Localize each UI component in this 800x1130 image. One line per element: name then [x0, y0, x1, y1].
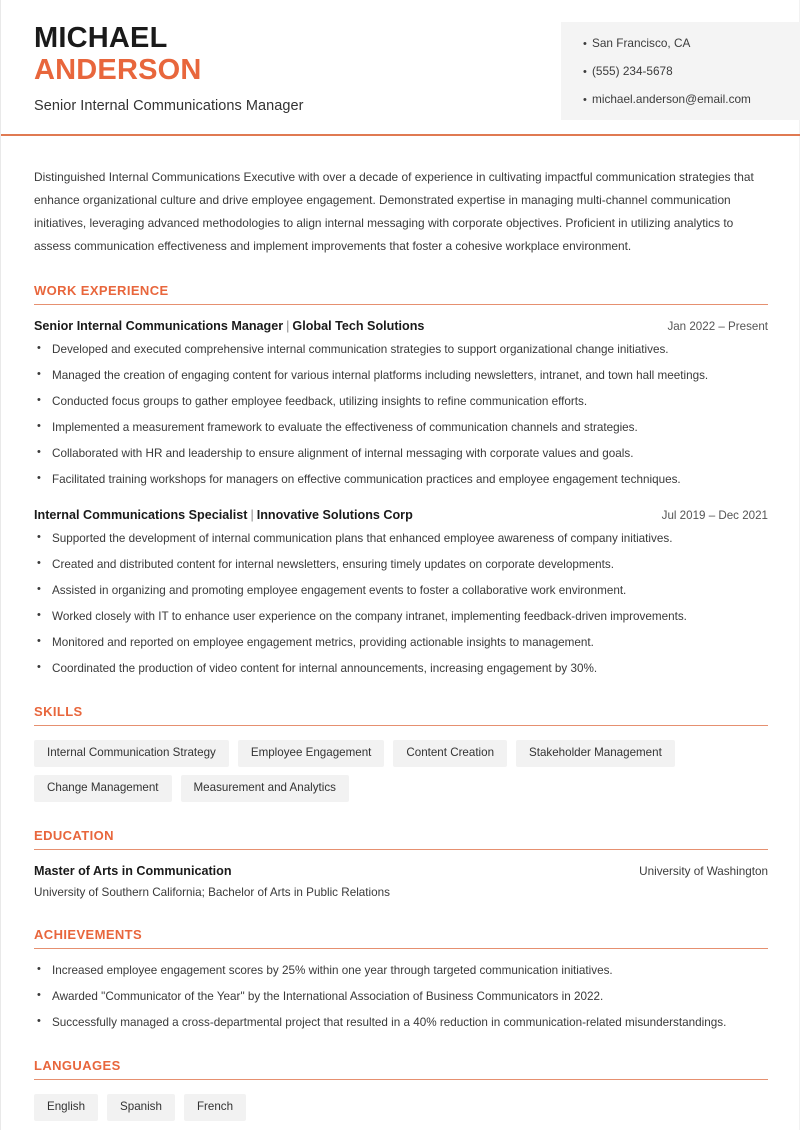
first-name: MICHAEL — [34, 22, 168, 54]
experience-bullets — [34, 342, 768, 489]
education-degree: Master of Arts in Communication — [34, 863, 232, 878]
experience-title-company — [34, 508, 413, 522]
resume-page — [1, 0, 800, 1130]
contact-phone-value: (555) 234-5678 — [592, 64, 673, 79]
last-name: ANDERSON — [34, 54, 202, 87]
section-education — [34, 828, 768, 901]
experience-title-company — [34, 319, 424, 333]
header-divider — [1, 134, 800, 136]
skill-tag: Internal Communication Strategy — [34, 740, 229, 767]
achievements-list — [34, 963, 768, 1032]
bullet-item: • Collaborated with HR and leadership to ensure alignment of internal messaging with corporate values and goals. — [34, 446, 768, 463]
bullet-item: • Increased employee engagement scores by 25% within one year through targeted communication initiatives. — [34, 963, 768, 980]
experience-entry — [34, 508, 768, 678]
skill-tag: Change Management — [34, 775, 172, 802]
experience-company: Innovative Solutions Corp — [256, 508, 413, 523]
section-title-languages: LANGUAGES — [34, 1057, 121, 1073]
section-divider — [34, 849, 768, 850]
experience-role: Senior Internal Communications Manager — [34, 319, 284, 334]
language-tag: Spanish — [107, 1094, 175, 1121]
education-entry — [34, 864, 768, 901]
language-tag: French — [184, 1094, 246, 1121]
bullet-item: • Implemented a measurement framework to evaluate the effectiveness of communication channels and strategies. — [34, 420, 768, 437]
bullet-item: • Monitored and reported on employee engagement metrics, providing actionable insights to management. — [34, 635, 768, 652]
contact-location — [583, 36, 800, 50]
bullet-item: • Developed and executed comprehensive internal communication strategies to support organizational change initiatives. — [34, 342, 768, 359]
experience-date: Jan 2022 – Present — [667, 320, 768, 334]
location-icon: • — [583, 38, 587, 50]
experience-date: Jul 2019 – Dec 2021 — [661, 509, 768, 523]
professional-summary: Distinguished Internal Communications Executive with over a decade of experience in cultivating impactful communication strategies that enhance organizational culture and drive employee engagement. Demonstrated expertise in managing multi-channel communication initiatives, leveraging advanced methodologies to align internal messaging with corporate objectives. Proficient in utilizing analytics to assess communication effectiveness and implement improvements that foster a cohesive workplace environment. — [34, 170, 754, 253]
section-languages — [34, 1058, 768, 1121]
bullet-item: • Successfully managed a cross-departmental project that resulted in a 40% reduction in communication-related misunderstandings. — [34, 1015, 768, 1032]
experience-entry-header — [34, 508, 768, 522]
skill-tag: Measurement and Analytics — [181, 775, 349, 802]
education-school: University of Washington — [639, 864, 768, 878]
bullet-item: • Facilitated training workshops for managers on effective communication practices and employee engagement techniques. — [34, 472, 768, 489]
education-subtext: University of Southern California; Bachelor of Arts in Public Relations — [34, 885, 390, 899]
phone-icon: • — [583, 66, 587, 79]
bullet-item: • Coordinated the production of video content for internal announcements, increasing engagement by 30%. — [34, 661, 768, 678]
section-title-education: EDUCATION — [34, 827, 114, 843]
experience-company: Global Tech Solutions — [292, 319, 425, 334]
section-divider — [34, 1079, 768, 1080]
bullet-item: • Supported the development of internal communication plans that enhanced employee awareness of company initiatives. — [34, 531, 768, 548]
resume-content — [1, 166, 800, 1121]
experience-entry-header — [34, 319, 768, 333]
bullet-item: • Worked closely with IT to enhance user experience on the company intranet, implementing feedback-driven improvements. — [34, 609, 768, 626]
language-tag: English — [34, 1094, 98, 1121]
experience-bullets — [34, 531, 768, 678]
skill-tag: Stakeholder Management — [516, 740, 675, 767]
experience-role: Internal Communications Specialist — [34, 508, 248, 523]
section-skills — [34, 704, 768, 802]
section-work-experience — [34, 283, 768, 678]
experience-entry — [34, 319, 768, 489]
section-achievements — [34, 927, 768, 1032]
bullet-item: • Awarded "Communicator of the Year" by the International Association of Business Communicators in 2022. — [34, 989, 768, 1006]
job-title: Senior Internal Communications Manager — [34, 97, 304, 114]
skills-tag-list — [34, 740, 768, 802]
languages-tag-list — [34, 1094, 768, 1121]
contact-box — [561, 22, 800, 120]
contact-email[interactable] — [583, 92, 800, 106]
contact-email-value: michael.anderson@email.com — [592, 92, 751, 107]
contact-phone[interactable] — [583, 64, 800, 78]
bullet-item: • Managed the creation of engaging content for various internal platforms including newsletters, intranet, and town hall meetings. — [34, 368, 768, 385]
skill-tag: Employee Engagement — [238, 740, 385, 767]
bullet-item: • Conducted focus groups to gather employee feedback, utilizing insights to refine communication efforts. — [34, 394, 768, 411]
title-separator: | — [250, 508, 254, 523]
section-divider — [34, 725, 768, 726]
resume-header — [1, 0, 800, 136]
contact-location-value: San Francisco, CA — [592, 36, 691, 50]
bullet-item: • Assisted in organizing and promoting employee engagement events to foster a collaborative work environment. — [34, 583, 768, 600]
section-title-work-experience: WORK EXPERIENCE — [34, 283, 169, 299]
section-divider — [34, 948, 768, 949]
section-title-skills: SKILLS — [34, 704, 83, 720]
education-entry-header — [34, 864, 768, 878]
skill-tag: Content Creation — [393, 740, 507, 767]
email-icon: • — [583, 94, 587, 107]
title-separator: | — [286, 319, 290, 334]
section-title-achievements: ACHIEVEMENTS — [34, 926, 143, 942]
bullet-item: • Created and distributed content for internal newsletters, ensuring timely updates on corporate developments. — [34, 557, 768, 574]
section-divider — [34, 304, 768, 305]
